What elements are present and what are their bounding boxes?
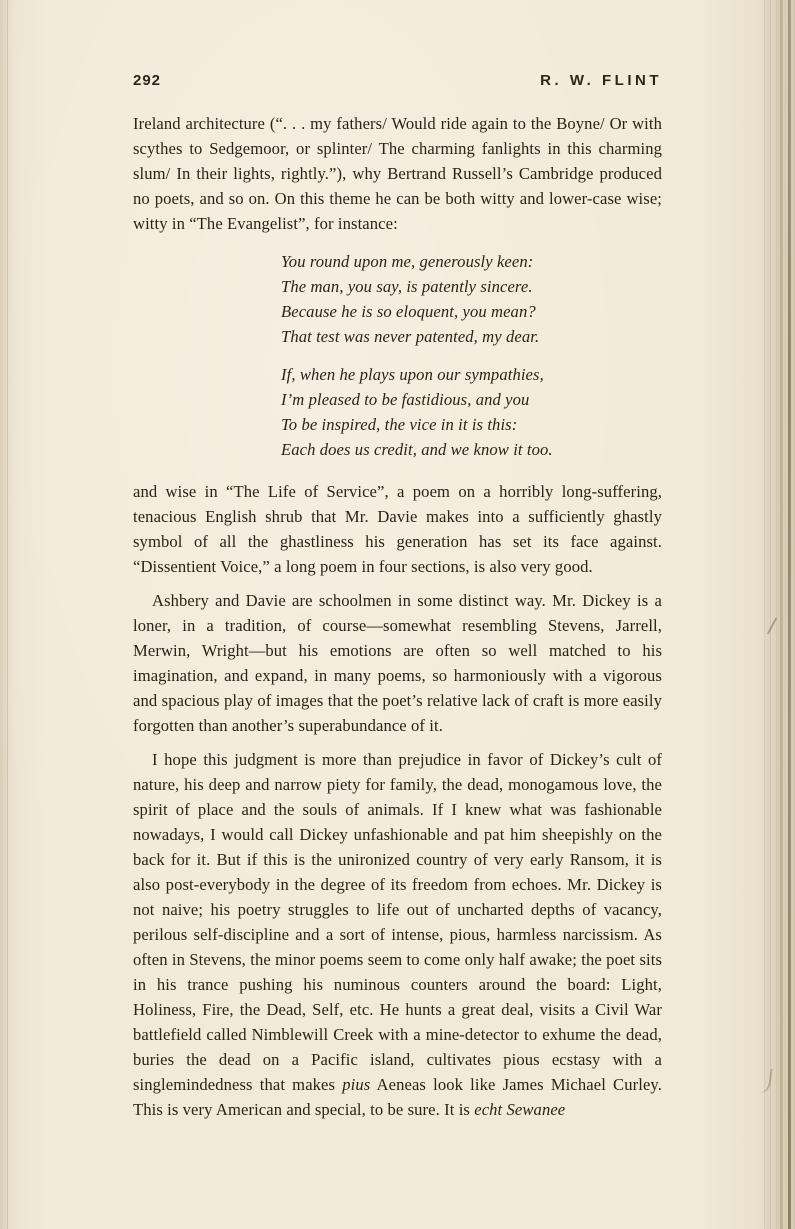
page-edge-line-dark: [788, 0, 791, 1229]
paragraph: and wise in “The Life of Service”, a poem on a horribly long-suffering, tenacious English shrub that Mr. Davie makes into a sufficiently ghastly symbol of all the ghastliness his generation has set its face against. “Dissentient Voice,” a long poem in four sections, is also very good.: [133, 482, 662, 576]
page-left-edge: [0, 0, 16, 1229]
paragraph: Ashbery and Davie are schoolmen in some distinct way. Mr. Dickey is a loner, in a tradition, of course—somewhat resembling Stevens, Jarrell, Merwin, Wright—but his emotions are often so well matched to his imagination, and expand, in many poems, so harmoniously with a vigorous and spacious play of images that the poet’s relative lack of craft is more easily forgotten than another’s superabundance of it.: [133, 591, 662, 735]
text-block: [133, 111, 662, 1131]
paragraph: I hope this judgment is more than prejudice in favor of Dickey’s cult of nature, his deep and narrow piety for family, the dead, monogamous love, the spirit of place and the souls of animals. If I knew what was fashionable nowadays, I would call Dickey unfashionable and pat him sheepishly on the back for it. But if this is the unironized country of very early Ransom, it is also post-everybody in the degree of its freedom from echoes. Mr. Dickey is not naive; his poetry struggles to life out of uncharted depths of vacancy, perilous self-discipline and a sort of intense, pious, harmless narcissism. As often in Stevens, the minor poems seem to come only half awake; the poet sits in his trance pushing his numinous counters around the board: Light, Holiness, Fire, the Dead, Self, etc. He hunts a great deal, visits a Civil War battlefield called Nimblewill Creek with a mine-detector to exhume the dead, buries the dead on a Pacific island, cultivates pious ecstasy with a singlemindedness that makes pius Aeneas look like James Michael Curley. This is very American and special, to be sure. It is echt Sewanee: [133, 750, 662, 1119]
poem-stanza: You round upon me, generously keen: The man, you say, is patently sincere. Because he is so eloquent, you mean? That test was never patented, my dear.: [281, 252, 540, 346]
running-title: R. W. FLINT: [540, 72, 662, 89]
poem-block: [281, 249, 662, 462]
running-head: [133, 72, 662, 89]
poem-stanza: If, when he plays upon our sympathies, I’m pleased to be fastidious, and you To be inspired, the vice in it is this: Each does us credit, and we know it too.: [281, 365, 553, 459]
page-number: 292: [133, 72, 162, 89]
page-left-edge-line: [7, 0, 8, 1229]
paragraph: Ireland architecture (“. . . my fathers/ Would ride again to the Boyne/ Or with scythes to Sedgemoor, or splinter/ The charming fanlights in this charming slum/ In their lights, rightly.”), why Bertrand Russell’s Cambridge produced no poets, and so on. On this theme he can be both witty and lower-case wise; witty in “The Evangelist”, for instance:: [133, 114, 662, 233]
page-edge-line: [780, 0, 782, 1229]
